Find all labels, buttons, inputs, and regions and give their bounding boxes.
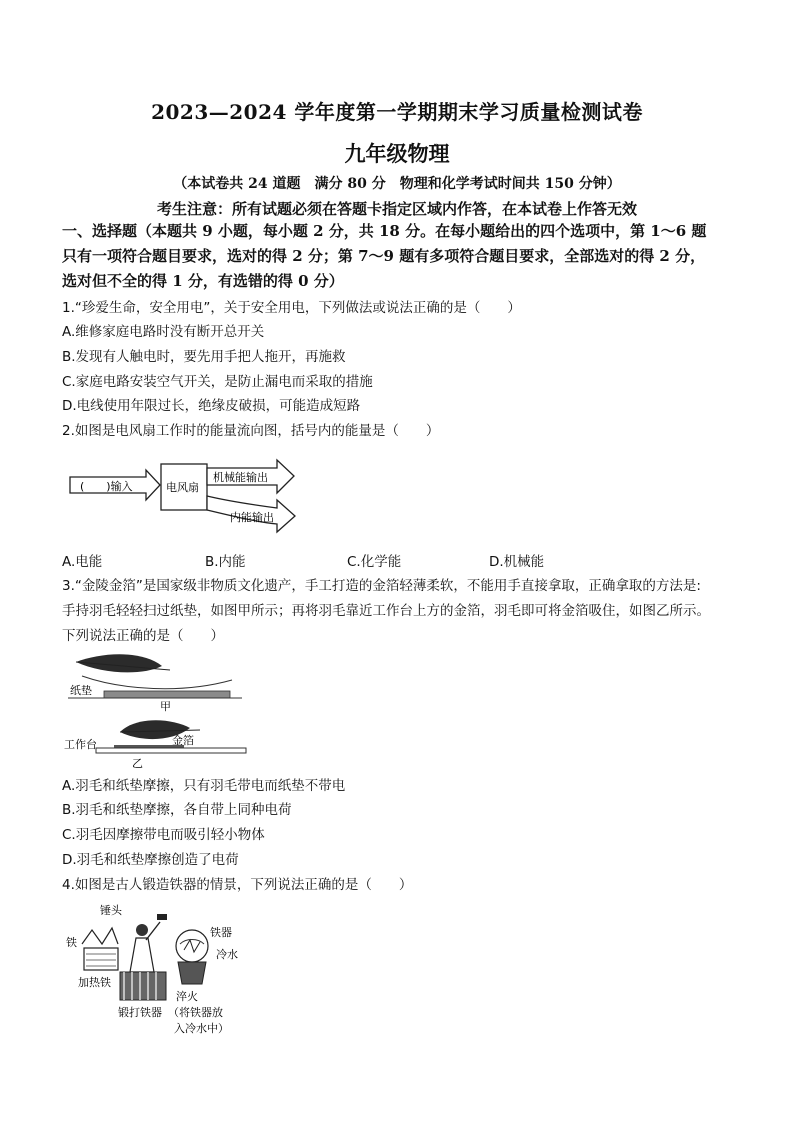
- section-instructions-line-2: 只有一项符合题目要求，选对的得 2 分；第 7～9 题有多项符合题目要求，全部选对的得 2 分，: [62, 247, 706, 265]
- cold-water-label: 冷水: [216, 948, 238, 961]
- q3-stem-line-2: 手持羽毛轻轻扫过纸垫，如图甲所示；再将羽毛靠近工作台上方的金箔，羽毛即可将金箔吸住，如图乙所示。: [62, 603, 710, 619]
- q2-option-b: B.内能: [205, 554, 246, 570]
- q2-energy-flow-diagram: [62, 456, 312, 540]
- q4-stem: 4.如图是古人锻造铁器的情景，下列说法正确的是（ ）: [62, 877, 413, 893]
- paper-pad: [104, 691, 230, 698]
- fan-box-label: 电风扇: [166, 481, 199, 494]
- q2-stem: 2.如图是电风扇工作时的能量流向图，括号内的能量是（ ）: [62, 423, 440, 439]
- q3-option-a: A.羽毛和纸垫摩擦，只有羽毛带电而纸垫不带电: [62, 778, 346, 794]
- q1-stem: 1.“珍爱生命，安全用电”，关于安全用电，下列做法或说法正确的是（ ）: [62, 300, 521, 316]
- q2-option-c: C.化学能: [347, 554, 402, 570]
- heat-output-label: 内能输出: [230, 511, 274, 524]
- work-bench: [96, 748, 246, 753]
- q1-option-c: C.家庭电路安装空气开关，是防止漏电而采取的措施: [62, 374, 373, 390]
- q1-option-d: D.电线使用年限过长，绝缘皮破损，可能造成短路: [62, 398, 361, 414]
- quench-label: 淬火: [176, 990, 198, 1003]
- exam-info: （本试卷共 24 道题 满分 80 分 物理和化学考试时间共 150 分钟）: [173, 176, 621, 192]
- q3-stem-line-3: 下列说法正确的是（ ）: [62, 628, 224, 644]
- q3-gold-foil-figure: [62, 648, 252, 770]
- input-arrow-label: ( )输入: [80, 480, 133, 493]
- q3-option-b: B.羽毛和纸垫摩擦，各自带上同种电荷: [62, 802, 292, 818]
- bench-label: 工作台: [64, 738, 97, 751]
- q3-option-c: C.羽毛因摩擦带电而吸引轻小物体: [62, 827, 265, 843]
- quench-note-line-2: 入冷水中）: [174, 1022, 229, 1035]
- figure-jia-label: 甲: [160, 700, 171, 713]
- q1-option-b: B.发现有人触电时，要先用手把人拖开，再施救: [62, 349, 346, 365]
- ironware-label: 铁器: [210, 926, 232, 939]
- quench-note-line-1: （将铁器放: [168, 1006, 223, 1019]
- q3-option-d: D.羽毛和纸垫摩擦创造了电荷: [62, 852, 239, 868]
- mechanical-output-label: 机械能输出: [213, 471, 268, 484]
- q2-option-a: A.电能: [62, 554, 103, 570]
- section-instructions-line-1: 一、选择题（本题共 9 小题，每小题 2 分，共 18 分。在每小题给出的四个选项中，第 1～6 题: [62, 222, 707, 240]
- gold-foil-label: 金箔: [172, 734, 194, 747]
- exam-subject: 九年级物理: [344, 141, 450, 166]
- section-instructions-line-3: 选对但不全的得 1 分，有选错的得 0 分）: [62, 272, 344, 290]
- hammer-label: 锤头: [100, 904, 122, 917]
- paper-pad-label: 纸垫: [70, 684, 92, 697]
- iron-label: 铁: [66, 936, 77, 949]
- exam-title: 2023—2024 学年度第一学期期末学习质量检测试卷: [151, 100, 643, 124]
- anvil: [120, 972, 166, 1000]
- q1-option-a: A.维修家庭电路时没有断开总开关: [62, 324, 265, 340]
- heating-label: 加热铁: [78, 976, 111, 989]
- q3-stem-line-1: 3.“金陵金箔”是国家级非物质文化遗产，手工打造的金箔轻薄柔软，不能用手直接拿取，正确拿取的方法是:: [62, 578, 701, 594]
- q4-forging-figure: [62, 900, 262, 1038]
- forging-label: 锻打铁器: [118, 1006, 162, 1019]
- figure-yi-label: 乙: [132, 757, 143, 770]
- exam-notice: 考生注意：所有试题必须在答题卡指定区域内作答，在本试卷上作答无效: [156, 200, 637, 218]
- furnace: [84, 948, 118, 970]
- q2-option-d: D.机械能: [489, 554, 545, 570]
